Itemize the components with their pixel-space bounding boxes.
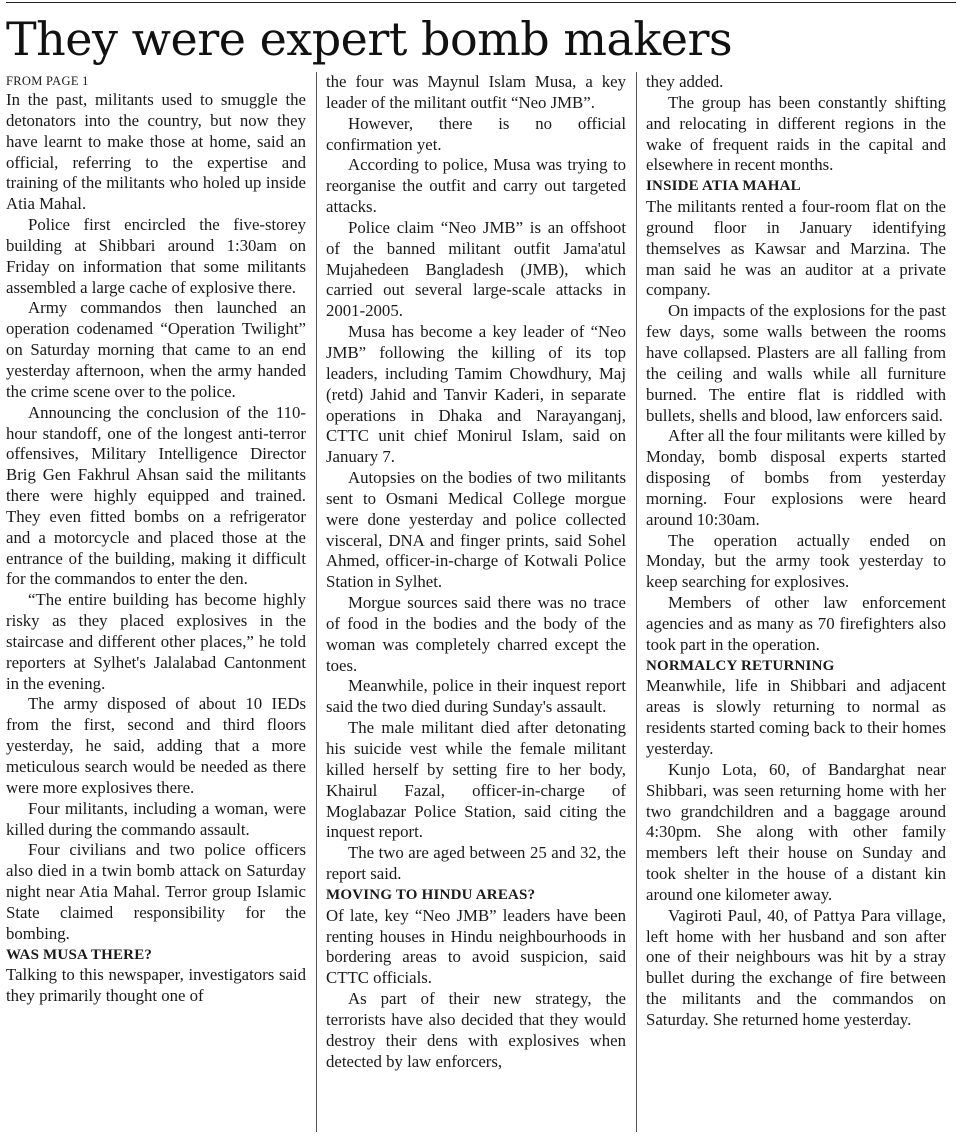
- paragraph: In the past, militants used to smuggle the detonators into the country, but now they have learnt to make those at home, said an official, referring to the expertise and training of the militants who holed up inside Atia Mahal.: [6, 90, 306, 214]
- paragraph: they added.: [646, 72, 724, 91]
- paragraph: Police first encircled the five-storey building at Shibbari around 1:30am on Friday on information that some militants assembled a large cache of explosive there.: [6, 215, 306, 297]
- paragraph: the four was Maynul Islam Musa, a key leader of the militant outfit “Neo JMB”.: [326, 72, 626, 112]
- paragraph: On impacts of the explosions for the past few days, some walls between the rooms have collapsed. Plasters are all falling from the ceiling and walls while all furniture burned. The entire flat is riddled with bullets, shells and blood, law enforcers said.: [646, 301, 946, 425]
- paragraph: Talking to this newspaper, investigators said they primarily thought one of: [6, 965, 306, 1006]
- paragraph: Police claim “Neo JMB” is an offshoot of the banned militant outfit Jama'atul Mujahedeen Bangladesh (JMB), which carried out several large-scale attacks in 2001-2005.: [326, 217, 626, 321]
- paragraph: Of late, key “Neo JMB” leaders have been renting houses in Hindu neighbourhoods in bordering areas to avoid suspicion, said CTTC officials.: [326, 905, 626, 988]
- paragraph: Four militants, including a woman, were killed during the commando assault.: [6, 798, 306, 839]
- column-2: [326, 72, 626, 1132]
- paragraph: Kunjo Lota, 60, of Bandarghat near Shibbari, was seen returning home with her two grandchildren and a baggage around 4:30pm. She along with other family members left their house on Sunday and took shelter in the house of a distant kin around one kilometer away.: [646, 759, 946, 904]
- paragraph: According to police, Musa was trying to reorganise the outfit and carry out targeted attacks.: [326, 155, 626, 217]
- paragraph: Vagiroti Paul, 40, of Pattya Para village, left home with her husband and son after one of their neighbours was hit by a stray bullet during the exchange of fire between the militants and the commandos on Saturday. She returned home yesterday.: [646, 905, 946, 1029]
- paragraph: The operation actually ended on Monday, but the army took yesterday to keep searching for explosives.: [646, 530, 946, 592]
- paragraph: The army disposed of about 10 IEDs from the first, second and third floors yesterday, he said, adding that a more meticulous search would be needed as there were more explosives there.: [6, 694, 306, 797]
- paragraph: However, there is no official confirmation yet.: [326, 113, 626, 154]
- paragraph: Morgue sources said there was no trace of food in the bodies and the body of the woman was completely charred except the toes.: [326, 593, 626, 675]
- paragraph: Musa has become a key leader of “Neo JMB” following the killing of its top leaders, including Tamim Chowdhury, Maj (retd) Jahid and Tanvir Kaderi, in separate operations in Dhaka and Narayanganj, CTTC unit chief Monirul Islam, said on January 7.: [326, 322, 626, 467]
- paragraph: Meanwhile, life in Shibbari and adjacent areas is slowly returning to normal as residents started coming back to their homes yesterday.: [646, 676, 946, 758]
- kicker: FROM PAGE 1: [6, 74, 89, 88]
- paragraph: “The entire building has become highly risky as they placed explosives in the staircase and different other places,” he told reporters at Sylhet's Jalalabad Cantonment in the evening.: [6, 590, 306, 693]
- paragraph: The male militant died after detonating his suicide vest while the female militant killed herself by setting fire to her body, Khairul Fazal, officer-in-charge of Moglabazar Police Station, said citing the inquest report.: [326, 718, 626, 842]
- headline: They were expert bomb makers: [6, 12, 733, 66]
- paragraph: The two are aged between 25 and 32, the report said.: [326, 843, 626, 884]
- column-divider: [636, 72, 637, 1132]
- paragraph: Members of other law enforcement agencies and as many as 70 firefighters also took part in the operation.: [646, 593, 946, 654]
- subheading: NORMALCY RETURNING: [646, 657, 835, 674]
- top-rule: [6, 2, 956, 3]
- paragraph: The group has been constantly shifting and relocating in different regions in the wake of frequent raids in the capital and elsewhere in recent months.: [646, 92, 946, 175]
- paragraph: Announcing the conclusion of the 110-hour standoff, one of the longest anti-terror offensives, Military Intelligence Director Brig Gen Fakhrul Ahsan said the militants there were highly equipped and trained. They even fitted bombs on a refrigerator and a motorcycle and placed those at the entrance of the building, making it difficult for the commandos to enter the den.: [6, 402, 306, 589]
- column-1: [6, 72, 306, 1132]
- paragraph: The militants rented a four-room flat on the ground floor in January identifying themselves as Kawsar and Marzina. The man said he was an auditor at a private company.: [646, 197, 946, 300]
- subheading: WAS MUSA THERE?: [6, 946, 153, 963]
- paragraph: Army commandos then launched an operation codenamed “Operation Twilight” on Saturday morning that came to an end yesterday afternoon, when the army handed the crime scene over to the police.: [6, 298, 306, 401]
- column-divider: [316, 72, 317, 1132]
- paragraph: Autopsies on the bodies of two militants sent to Osmani Medical College morgue were done yesterday and police collected visceral, DNA and finger prints, said Sohel Ahmed, officer-in-charge of Kotwali Police Station in Sylhet.: [326, 468, 626, 592]
- subheading: INSIDE ATIA MAHAL: [646, 178, 801, 195]
- paragraph: As part of their new strategy, the terrorists have also decided that they would destroy their dens with explosives when detected by law enforcers,: [326, 989, 626, 1071]
- paragraph: After all the four militants were killed by Monday, bomb disposal experts started disposing of bombs from yesterday morning. Four explosions were heard around 10:30am.: [646, 426, 946, 529]
- subheading: MOVING TO HINDU AREAS?: [326, 886, 536, 903]
- column-3: [646, 72, 946, 1132]
- paragraph: Four civilians and two police officers also died in a twin bomb attack on Saturday night near Atia Mahal. Terror group Islamic State claimed responsibility for the bombing.: [6, 840, 306, 943]
- paragraph: Meanwhile, police in their inquest report said the two died during Sunday's assault.: [326, 676, 626, 717]
